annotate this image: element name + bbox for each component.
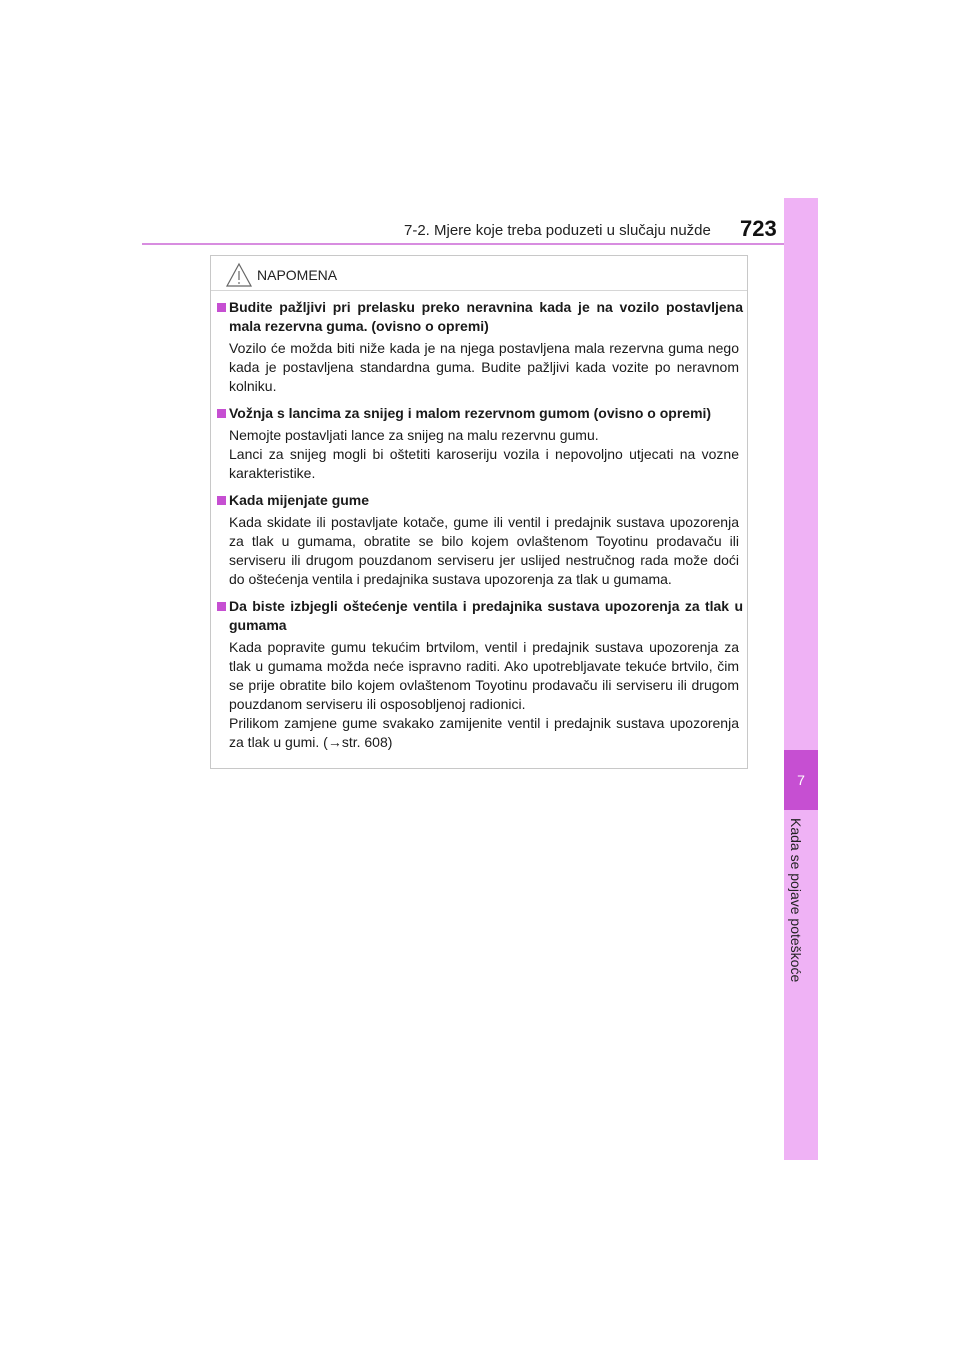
section-paragraph: Nemojte postavljati lance za snijeg na malu rezervnu gumu. xyxy=(229,427,599,443)
section-title: 7-2. Mjere koje treba poduzeti u slučaju nužde xyxy=(404,222,711,239)
section-paragraph: Lanci za snijeg mogli bi oštetiti karoseriju vozila i nepovoljno utjecati na vozne karakteristike. xyxy=(229,446,739,481)
section-bullet-icon xyxy=(217,602,226,611)
section-paragraph: Kada skidate ili postavljate kotače, gume ili ventil i predajnik sustava upozorenja za tlak u gumama, obratite se bilo kojem ovlaštenom Toyotinu prodavaču ili serviseru ili drugom pouzdanom serviseru jer uslijed nestručnog rada može doći do oštećenja ventila i predajnika sustava upozorenja za tlak u gumama. xyxy=(229,514,739,587)
notice-divider xyxy=(211,290,747,291)
section-paragraph: Vozilo će možda biti niže kada je na njega postavljena mala rezervna guma nego kada je postavljena standardna guma. Budite pažljivi kada vozite po neravnom kolniku. xyxy=(229,340,739,394)
section-heading: Da biste izbjegli oštećenje ventila i predajnika sustava upozorenja za tlak u gumama xyxy=(229,598,743,633)
notice-title: NAPOMENA xyxy=(257,267,338,283)
notice-header xyxy=(225,262,337,288)
notice-section xyxy=(217,298,743,396)
notice-section xyxy=(217,404,743,483)
chapter-number: 7 xyxy=(784,750,818,810)
notice-section xyxy=(217,491,743,589)
section-heading: Budite pažljivi pri prelasku preko neravnina kada je na vozilo postavljena mala rezervna guma. (ovisno o opremi) xyxy=(229,299,743,334)
header-rule xyxy=(142,243,818,245)
chapter-label: Kada se pojave poteškoće xyxy=(788,818,804,983)
section-paragraph: Prilikom zamjene gume svakako zamijenite ventil i predajnik sustava upozorenja za tlak u gumi. (→str. 608) xyxy=(229,715,739,750)
notice-box xyxy=(210,255,748,769)
section-bullet-icon xyxy=(217,496,226,505)
notice-body xyxy=(217,298,743,760)
section-bullet-icon xyxy=(217,303,226,312)
section-paragraph: Kada popravite gumu tekućim brtvilom, ventil i predajnik sustava upozorenja za tlak u gumama možda neće ispravno raditi. Ako upotrebljavate tekuće brtvilo, čim se prije obratite bilo kojem ovlaštenom Toyotinu prodavaču ili serviseru ili drugom pouzdanom serviseru ili osposobljenoj radionici. xyxy=(229,639,739,712)
notice-section xyxy=(217,597,743,752)
section-heading: Kada mijenjate gume xyxy=(229,492,370,508)
warning-triangle-icon xyxy=(225,262,253,288)
chapter-side-tab xyxy=(784,198,818,1160)
section-bullet-icon xyxy=(217,409,226,418)
page-number: 723 xyxy=(740,216,777,241)
section-heading: Vožnja s lancima za snijeg i malom rezervnom gumom (ovisno o opremi) xyxy=(229,405,712,421)
